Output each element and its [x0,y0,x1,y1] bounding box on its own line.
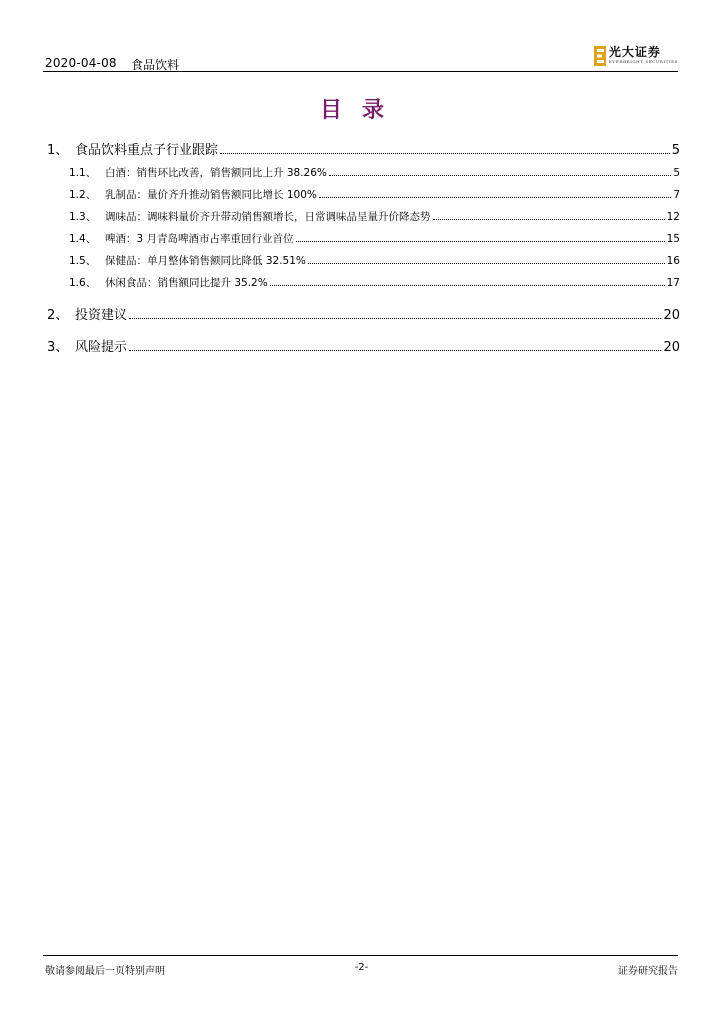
toc-page: 16 [666,255,680,267]
toc-page: 20 [663,340,680,355]
page-number: -2- [354,962,369,973]
toc-entry[interactable] [47,304,680,323]
toc-number: 3、 [47,340,69,355]
toc-entry[interactable] [47,209,680,224]
toc-leader [308,262,665,264]
toc-text: 调味品：调味料量价齐升带动销售额增长，日常调味品呈量升价降态势 [105,211,431,223]
toc-leader [129,317,661,319]
toc-number: 1.2、 [69,189,97,201]
toc-leader [296,240,665,242]
toc-number: 1、 [47,143,69,158]
toc-page: 17 [666,277,680,289]
report-date: 2020-04-08 [45,56,117,70]
toc-entry[interactable] [47,253,680,268]
toc-leader [433,218,665,220]
logo-name-cn: 光大证券 [608,45,661,59]
toc-page: 7 [673,189,680,201]
toc-text: 保健品：单月整体销售额同比降低 32.51% [105,255,306,267]
toc-entry[interactable] [47,231,680,246]
toc-number: 2、 [47,308,69,323]
toc-text: 风险提示 [75,340,128,355]
toc-leader [220,152,670,154]
toc-page: 12 [666,211,680,223]
toc-leader [129,349,661,351]
toc-text: 休闲食品：销售额同比提升 35.2% [105,277,268,289]
toc-number: 1.4、 [69,233,97,245]
toc-entry[interactable] [47,336,680,355]
toc-number: 1.3、 [69,211,97,223]
toc-text: 白酒：销售环比改善，销售额同比上升 38.26% [105,167,327,179]
toc-entry[interactable] [47,165,680,180]
toc-number: 1.5、 [69,255,97,267]
toc-text: 投资建议 [75,308,128,323]
toc-text: 乳制品：量价齐升推动销售额同比增长 100% [105,189,317,201]
toc-text: 啤酒：3 月青岛啤酒市占率重回行业首位 [105,233,294,245]
disclaimer-note: 敬请参阅最后一页特别声明 [45,966,165,977]
toc-number: 1.6、 [69,277,97,289]
logo-name-en: EVERBRIGHT SECURITIES [608,59,678,64]
toc-page: 15 [666,233,680,245]
company-logo [594,46,678,68]
header-divider [43,71,678,72]
footer-divider [43,955,678,956]
toc-leader [270,284,665,286]
page-title: 目录 [319,97,404,123]
toc-entry[interactable] [47,187,680,202]
page-header [43,46,680,72]
sector-label: 食品饮料 [131,58,180,72]
toc-page: 5 [673,167,680,179]
toc-entry[interactable] [47,275,680,290]
toc-leader [329,174,671,176]
toc-text: 食品饮料重点子行业跟踪 [75,143,219,158]
eb-logo-icon [594,46,606,66]
toc-number: 1.1、 [69,167,97,179]
toc-leader [319,196,671,198]
toc-page: 20 [663,308,680,323]
document-type: 证券研究报告 [618,966,678,977]
toc-page: 5 [671,143,680,158]
toc-entry[interactable] [47,139,680,158]
